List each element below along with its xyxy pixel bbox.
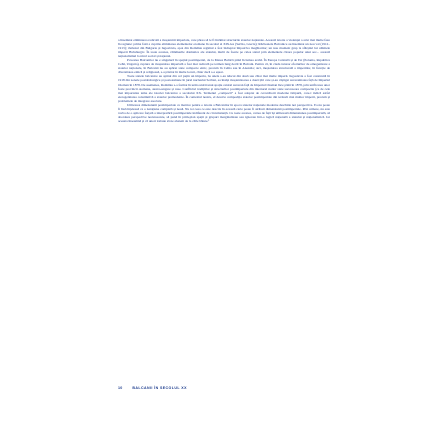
paragraph-4: Utilizarea dimensiunii postimperiale ca matrice pentru o istorie a Balcanilor în epoca statelor naționale moderne deschide noi perspective. Ea nu poate fi însă înțeleasă ca o narațiune completă și nouă. Nu tot ceea ce este descris în această carte poate fi atribuit dimensiunii postimperiale. Prin urmare, nu este vorba de o aplicare forțată a interpretării postimperiale indiferent de circumstanță. Cu toate acestea, cartea de față își utilizează dimensiunea postimperială, să abordeze perspective necunoscute, să pună în prim-plan spații și grupuri marginalizate sau ignorate într-o logică națională a statului și naționalistică. Iar aceasta înseamnă și că unori trebuie să ne abatem de la căile bătute.¹ bbox=[118, 102, 330, 123]
running-title: BALCANII ÎN SECOLUL XX bbox=[132, 386, 187, 390]
paragraph-2: Povestea Balcanilor nu e singulară în spațiul postimperial, de la Marea Baltică până în lumea arabă. În Europa Centrală și de Est (Polonia, Republica Cehă, Ungaria), ruptura de moștenirea imperială a fost mai radicală pe termen lung decât în Balcani. Pentru că, în ciuda tuturor eforturilor de omogenizare a statelor naționale, în Balcanii nu au apărut state compacte etnic, precum în Cehia sau în Anatolia; aici, moștenirea structurală a imperiilor, în funcție de diversitatea etnică și religioasă, s-a păstrat în multe locuri, chiar dacă s-a eșuat. bbox=[118, 58, 330, 75]
body-text bbox=[118, 38, 330, 123]
paragraph-3: Toate statele balcanice au apărut din cel puțin un imperiu, ba unele s-au născut din două sau chiar mai multe imperii. Iugoslavia a fost construită în 1918 din zonele postabsburgice și postotomane în jurul nucleului Serbiei, ea însăși moștenitoarea a două țări care și-au câștigat suveranitatea față de Imperiul Otoman în 1878. De asemenea, România s-a format în urma unirii unui spațiu central suveran față de Imperiul Otoman înce până în 1878, prin unificarea unor foste provincii otomane, austro-ungare și ruse. Conflictul tradițiilor și structurilor postimperiale din interiorul noilor state succesoare compozite (ce de cele mai importante teme ale istoriei balcanice a secolului XX. Termenul „compozit” a fost adoptat de cercetătorii moderne timpurii, care-l indică astfel eterogenitatea constitutivă a statelor premoderne. În contextul nostru, el descrie compoziția statelor postimperiale din teritorii mai multor imperii, precum și problemele de integrare asociate. bbox=[118, 74, 330, 103]
page-footer bbox=[118, 386, 330, 390]
page-number: 10 bbox=[118, 386, 123, 390]
paragraph-1: a însemnat eliminarea radicală a moștenirii imperiale, care părea să le fi înrămat structurile statelor naționale. Această istorie a violenței a avut mai multe faze în regiune: prima fază a cuprins eliminarea elementelor otomane în secolul al XIX-lea (Serbia, Grecia); Războaiele Balcanice au însemnat un nou val (1912–1913); războiul din Bulgaria și Iugoslavia, apoi din România regimul a fost îndreptat împotriva maghiarilor; un nou moment grup la sfârșitul lui ultimele imperii Habsburgic. În toate acestea, rămânerile dramatice ale statului, multi de foarte pe calea statul prin elementele cărora popular unui sec... această naționalismul la nivel social și național. bbox=[118, 38, 330, 59]
